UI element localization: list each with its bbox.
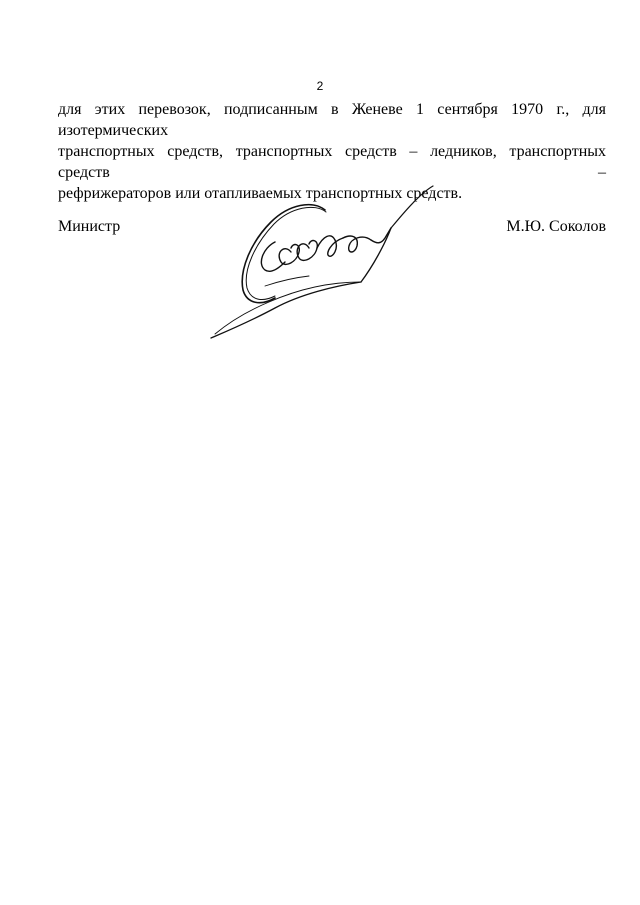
body-line-1: для этих перевозок, подписанным в Женеве 1 сентября 1970 г., для изотермических bbox=[58, 101, 606, 139]
handwritten-signature bbox=[205, 182, 445, 342]
page-number: 2 bbox=[316, 79, 324, 93]
signatory-title: Министр bbox=[58, 218, 121, 235]
body-line-3: рефрижераторов или отапливаемых транспортных средств. bbox=[58, 185, 463, 202]
body-line-2: транспортных средств, транспортных средств – ледников, транспортных средств – bbox=[58, 143, 606, 181]
signatory-name: М.Ю. Соколов bbox=[506, 218, 606, 235]
